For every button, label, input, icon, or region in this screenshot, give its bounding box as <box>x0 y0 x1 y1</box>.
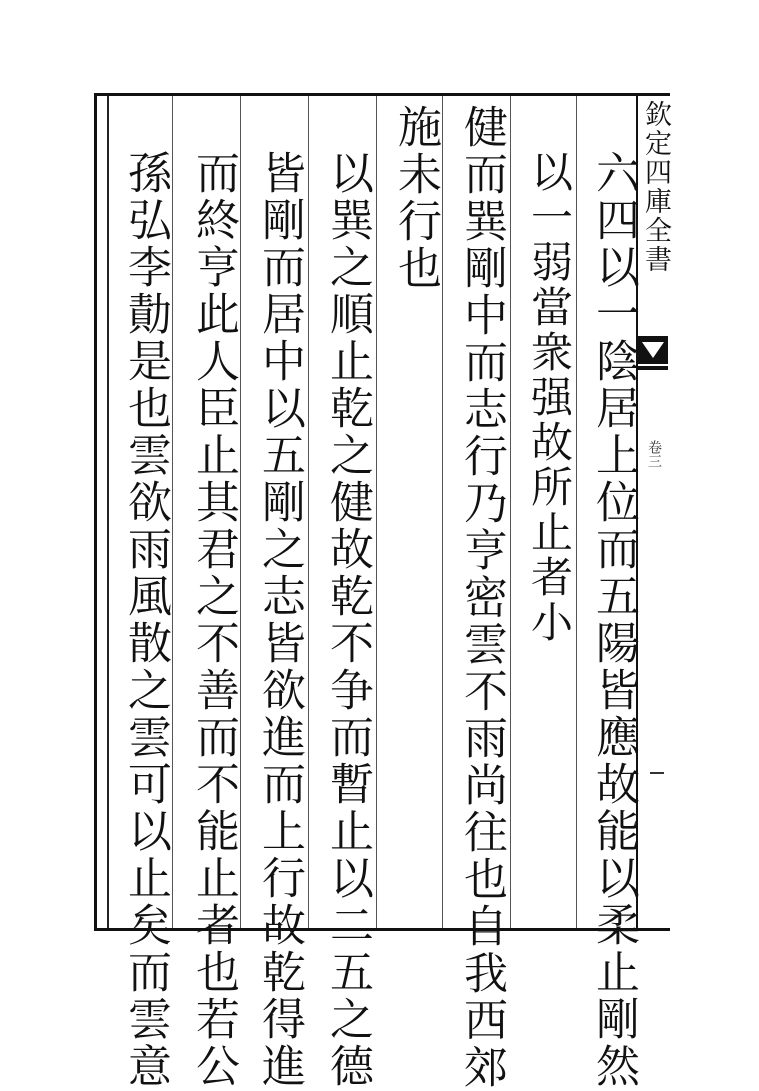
column-rule <box>376 96 377 928</box>
text-column-1: 六四以一陰居上位而五陽皆應故能以柔止剛然 <box>588 150 639 1090</box>
column-rule <box>510 96 511 928</box>
text-column-2: 以一弱當衆强故所止者小 <box>525 150 574 645</box>
page-border <box>94 93 670 931</box>
inner-border-line <box>107 96 109 928</box>
column-rule <box>576 96 577 928</box>
text-column-4: 施未行也 <box>390 104 441 292</box>
column-rule <box>172 96 173 928</box>
banxin-mark <box>650 772 664 774</box>
text-column-8: 孫弘李勣是也雲欲雨風散之雲可以止矣而雲意 <box>120 150 171 1090</box>
text-column-6: 皆剛而居中以五剛之志皆欲進而上行故乾得進 <box>254 150 305 1090</box>
text-column-3: 健而巽剛中而志行乃亨密雲不雨尚往也自我西郊 <box>456 104 507 1091</box>
banxin-volume-label: 卷三 <box>646 440 662 468</box>
banxin-book-title: 欽定四庫全書 <box>640 100 671 274</box>
fishtail-ornament-icon <box>638 336 668 370</box>
column-rule <box>442 96 443 928</box>
column-rule <box>240 96 241 928</box>
text-column-7: 而終亨此人臣止其君之不善而不能止者也若公 <box>188 150 239 1090</box>
text-column-5: 以巽之順止乾之健故乾不争而暫止以二五之德 <box>322 150 373 1090</box>
column-rule <box>308 96 309 928</box>
